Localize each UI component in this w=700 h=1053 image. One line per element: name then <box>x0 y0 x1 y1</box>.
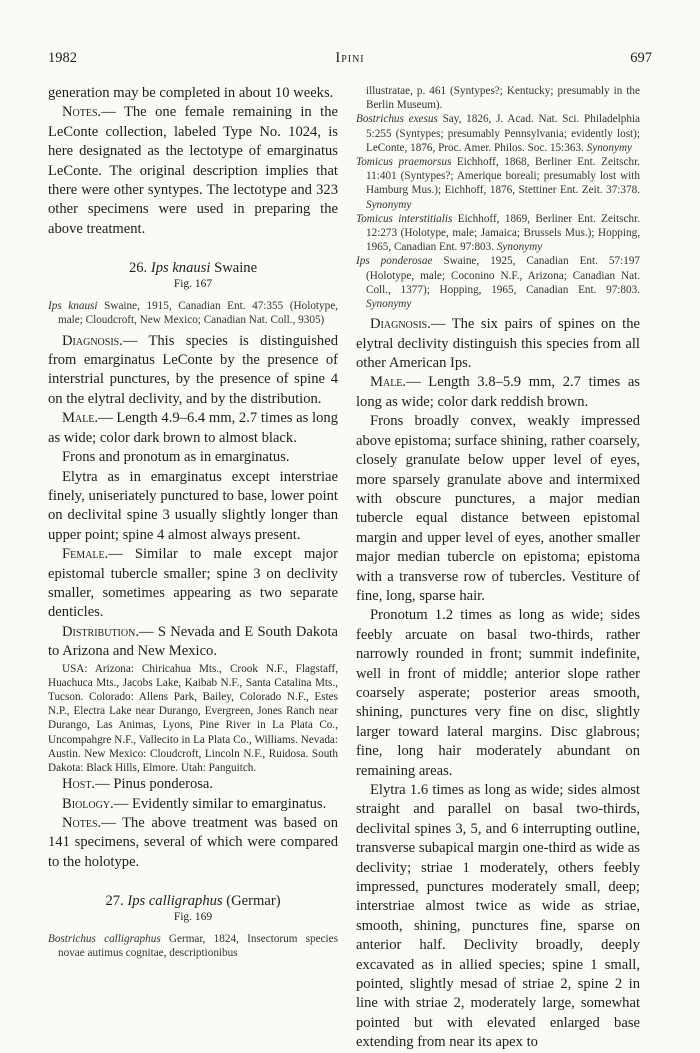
locality-records: USA: Arizona: Chiricahua Mts., Crook N.F., Flagstaff, Huachuca Mts., Jacobs Lake, Kaibab N.F., Santa Catalina Mts., Tucson. Colorado: Allens Park, Bailey, Colorado N.F., Estes N.P., Electra Lake near Durango, Evergreen, Jones Ranch near Durango, Las Animas, Lyons, Pine River in La Plata Co., Uncompahgre N.F., Vallecito in La Plata Co., Williams. Nevada: Austin. New Mexico: Cloudcroft, Lincoln N.F., Ruidosa. South Dakota: Black Hills, Elmore. Utah: Panguitch. <box>48 662 338 774</box>
notes-paragraph: Notes.— The above treatment was based on 141 specimens, several of which were compared to the holotype. <box>48 815 338 870</box>
paragraph: generation may be completed in about 10 weeks. <box>48 85 334 101</box>
citation: Ips ponderosae Swaine, 1925, Canadian Ent. 57:197 (Holotype, male; Coconino N.F., Arizona; Canadian Nat. Coll., 1377); Hopping, 1965, Canadian Ent. 97:803. Synonymy <box>356 255 641 311</box>
citation: Tomicus interstitialis Eichhoff, 1869, Berliner Ent. Zeitschr. 12:273 (Holotype, male; Jamaica; Brussels Mus.); Hopping, 1965, Canadian Ent. 97:803. Synonymy <box>356 212 640 254</box>
frons-paragraph: Frons broadly convex, weakly impressed above epistoma; surface shining, rather coarsely, closely granulate below upper level of eyes, more sparsely granulate above and intermixed with obscure punctures, a major median tubercle equal distance between epistomal margin and upper level of eyes, another smaller major median tubercle on epistoma; epistoma with a transverse row of tubercles. Vestiture of fine, long, sparse hair. <box>356 413 640 604</box>
biology-paragraph: Biology.— Evidently similar to emarginatus. <box>62 795 327 812</box>
pronotum-paragraph: Pronotum 1.2 times as long as wide; sides feebly arcuate on basal two-thirds, rather narrowly rounded in front; summit indefinite, well in front of middle; anterior slope rather coarsely asperate; posterior areas smooth, shining, punctures very fine on disc, slightly larger toward lateral margins. Disc glabrous; fine, long hair moderately abundant on remaining areas. <box>356 607 640 779</box>
elytra-paragraph: Elytra 1.6 times as long as wide; sides almost straight and parallel on basal two-thirds, declivital spines 3, 5, and 6 interrupting outline, transverse subapical margin one-third as wide as declivity; striae 1 moderately, others feebly impressed, punctures moderately small, deep; interstriae almost twice as wide as striae, smooth, shining, punctures fine, sparse on anterior half. Declivity broadly, deeply excavated as in allied species; spine 1 small, pointed, slightly mesad of striae 2, spine 2 in line with striae 2, moderately large, somewhat pointed but with elevated enlarged base extending from near its apex to <box>356 782 640 1051</box>
male-paragraph: Male.— Length 4.9–6.4 mm, 2.7 times as long as wide; color dark brown to almost black. <box>48 410 338 446</box>
citation: Tomicus praemorsus Eichhoff, 1868, Berliner Ent. Zeitschr. 11:401 (Syntypes?; Amerique boreali; presumably lost with Hamburg Mus.); Eichhoff, 1876, Stettiner Ent. Zeit. 37:378. Synonymy <box>356 156 640 211</box>
citation: Bostrichus exesus Say, 1826, J. Acad. Nat. Sci. Philadelphia 5:255 (Syntypes; presumably Pennsylvania; evidently lost); LeConte, 1876, Proc. Amer. Philos. Soc. 15:363. Synonymy <box>356 113 640 154</box>
male-paragraph: Male.— Length 3.8–5.9 mm, 2.7 times as long as wide; color dark reddish brown. <box>356 374 640 410</box>
header-year: 1982 <box>48 50 77 66</box>
citation: Bostrichus calligraphus Germar, 1824, Insectorum species novae autimus cognitae, descriptionibus <box>48 933 338 960</box>
diagnosis-paragraph: Diagnosis.— The six pairs of spines on the elytral declivity distinguish this species from all other American Ips. <box>356 316 640 372</box>
female-paragraph: Female.— Similar to male except major epistomal tubercle smaller; spine 3 on declivity smaller, sometimes appearing as two separate denticles. <box>48 546 338 621</box>
figure-reference: Fig. 169 <box>173 911 213 924</box>
right-column <box>356 84 640 1053</box>
running-header <box>48 50 652 70</box>
host-paragraph: Host.— Pinus ponderosa. <box>62 776 214 793</box>
diagnosis-paragraph: Diagnosis.— This species is distinguished from emarginatus LeConte by the presence of interstrial punctures, by the presence of spine 4 on the elytral declivity, and by the distribution. <box>48 332 338 407</box>
header-title: Ipini <box>335 50 365 66</box>
header-page-number: 697 <box>630 50 652 66</box>
species-heading-27: 27. Ips calligraphus (Germar) <box>105 893 281 910</box>
frons-paragraph: Frons and pronotum as in emarginatus. <box>62 449 290 466</box>
elytra-paragraph: Elytra as in emarginatus except interstriae finely, uniseriately punctured to base, lower point on declivital spine 3 usually slightly longer than upper point; spine 4 almost always present. <box>48 468 338 543</box>
notes-paragraph: Notes.— The one female remaining in the LeConte collection, labeled Type No. 1024, is here designated as the lectotype of emarginatus LeConte. The original description implies that there were other syntypes. The lectotype and 323 other specimens were used in preparing the above treatment. <box>48 104 338 237</box>
citation: Ips knausi Swaine, 1915, Canadian Ent. 47:355 (Holotype, male; Cloudcroft, New Mexico; Canadian Nat. Coll., 9305) <box>48 300 338 327</box>
distribution-paragraph: Distribution.— S Nevada and E South Dakota to Arizona and New Mexico. <box>48 623 338 660</box>
citation-continued: illustratae, p. 461 (Syntypes?; Kentucky; presumably in the Berlin Museum). <box>366 85 640 112</box>
species-heading-26: 26. Ips knausi Swaine <box>128 260 258 277</box>
figure-reference: Fig. 167 <box>173 278 213 291</box>
left-column <box>48 84 338 961</box>
